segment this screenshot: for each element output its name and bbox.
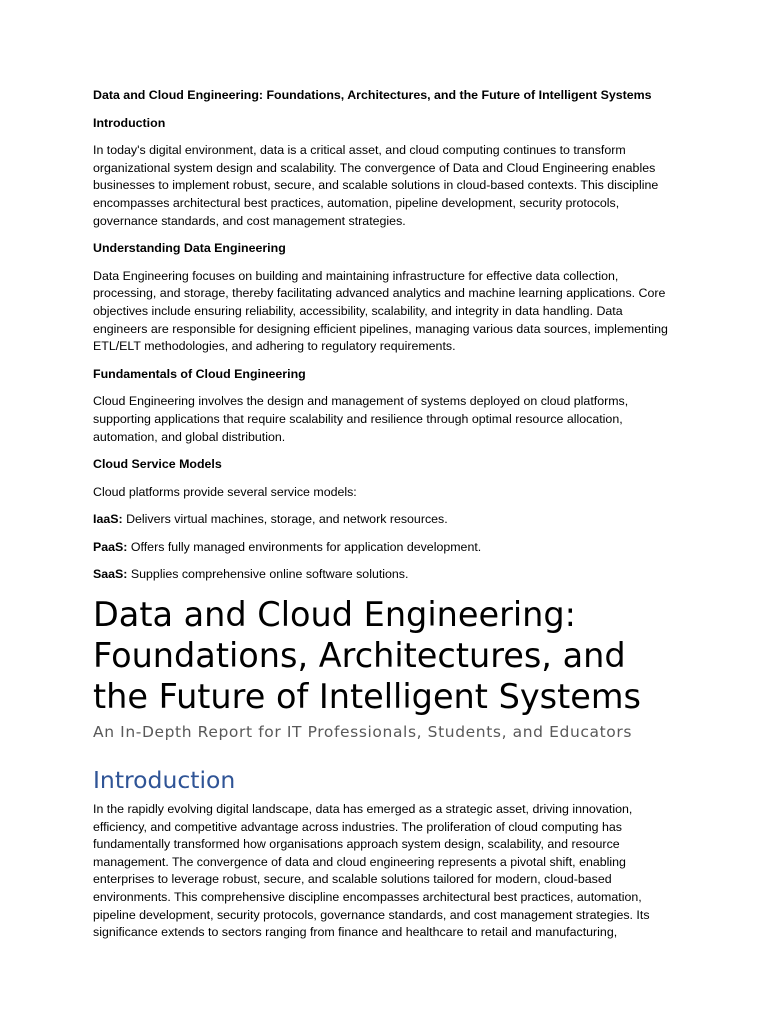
cloud-engineering-heading: Fundamentals of Cloud Engineering [93,366,306,381]
service-model-term: PaaS: [93,539,128,554]
service-model-saas [93,566,678,584]
data-engineering-heading: Understanding Data Engineering [93,241,286,256]
service-model-desc: Delivers virtual machines, storage, and network resources. [122,512,448,527]
report-subtitle: An In-Depth Report for IT Professionals, Students, and Educators [93,723,632,742]
document-body [93,87,678,952]
report-intro-heading: Introduction [93,766,236,795]
report-title: Data and Cloud Engineering: Foundations, Architectures, and the Future of Intelligent Systems [93,595,641,717]
service-model-term: IaaS: [93,512,123,527]
service-model-paas [93,539,678,557]
service-model-term: SaaS: [93,567,128,582]
cloud-service-models-heading: Cloud Service Models [93,457,222,472]
intro-paragraph: In today's digital environment, data is a critical asset, and cloud computing continues to transform organizational system design and scalability. The convergence of Data and Cloud Engineering enables businesses to implement robust, secure, and scalable solutions in cloud-based contexts. This discipline encompasses architectural best practices, automation, pipeline development, security protocols, governance standards, and cost management strategies. [93,143,659,228]
service-model-iaas [93,511,678,529]
report-intro-paragraph: In the rapidly evolving digital landscape, data has emerged as a strategic asset, driving innovation, efficiency, and competitive advantage across industries. The proliferation of cloud computing has fundamentally transformed how organisations approach system design, scalability, and resource management. The convergence of data and cloud engineering represents a pivotal shift, enabling enterprises to leverage robust, secure, and scalable solutions tailored for modern, cloud-based environments. This comprehensive discipline encompasses architectural best practices, automation, pipeline development, security protocols, governance standards, and cost management strategies. Its significance extends to sectors ranging from finance and healthcare to retail and manufacturing, [93,802,650,940]
document-top-title: Data and Cloud Engineering: Foundations, Architectures, and the Future of Intelligent Systems [93,88,652,102]
service-model-desc: Supplies comprehensive online software solutions. [127,567,409,582]
data-engineering-paragraph: Data Engineering focuses on building and maintaining infrastructure for effective data collection, processing, and storage, thereby facilitating advanced analytics and machine learning applications. Core objectives include ensuring reliability, accessibility, scalability, and integrity in data handling. Data engineers are responsible for designing efficient pipelines, managing various data sources, implementing ETL/ELT methodologies, and adhering to regulatory requirements. [93,268,668,354]
service-model-desc: Offers fully managed environments for application development. [127,539,482,554]
intro-heading: Introduction [93,115,166,130]
cloud-engineering-paragraph: Cloud Engineering involves the design and management of systems deployed on cloud platforms, supporting applications that require scalability and resilience through optimal resource allocation, automation, and global distribution. [93,394,629,444]
cloud-service-models-intro: Cloud platforms provide several service models: [93,484,357,499]
